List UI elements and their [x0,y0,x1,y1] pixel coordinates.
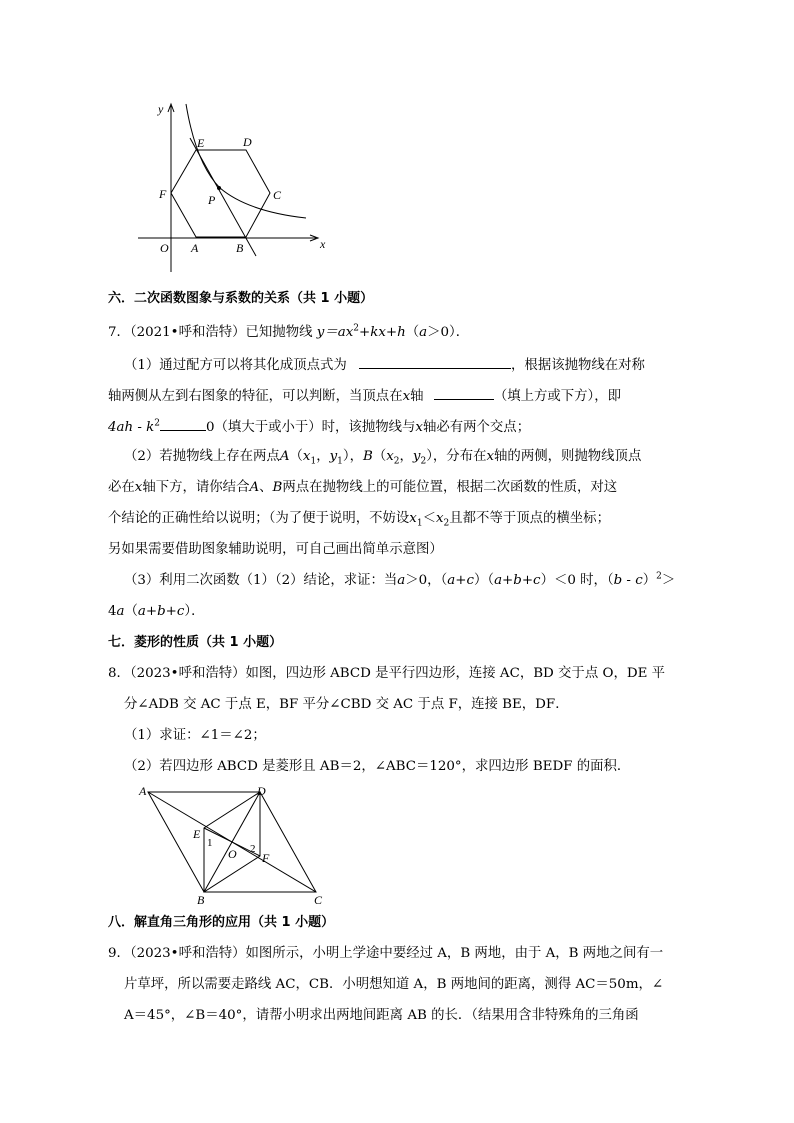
q9-line-3: A＝45°，∠B＝40°，请帮小明求出两地间距离 AB 的长．（结果用含非特殊角的三角函 [124,1008,639,1023]
fig1-label-P: P [208,193,216,207]
fig1-label-x: x [320,237,326,251]
fig2-label-A: A [139,784,147,798]
fig2-label-O: O [228,847,237,861]
q7-part1-line-2: 轴两侧从左到右图象的特征，可以判断，当顶点在x轴 （填上方或下方），即 [108,386,621,406]
q8-part2: （2）若四边形 ABCD 是菱形且 AB＝2，∠ABC＝120°，求四边形 BEDF 的面积． [124,759,631,774]
fig2-label-1: 1 [207,837,213,849]
q9-line-2: 片草坪，所以需要走路线 AC，CB．小明想知道 A，B 两地间的距离，测得 AC＝50m，∠ [124,977,664,992]
fig1-label-E: E [197,136,205,150]
fig1-label-y: y [158,102,164,116]
q7-part2-line-2: 必在x轴下方，请你结合A、B两点在抛物线上的可能位置，根据二次函数的性质，对这 [108,480,618,495]
fig2-label-D: D [257,784,266,798]
q8-part1: （1）求证：∠1＝∠2； [124,728,266,743]
section-7-title: 七．菱形的性质（共 1 小题） [108,635,283,650]
q7-part2-line-3: 个结论的正确性给以说明；（为了便于说明，不妨设$x_1<x_2$且都不等于顶点的横坐标； [108,511,610,529]
answer-blank-vertex-position[interactable] [434,386,494,400]
fig2-label-E: E [193,827,201,841]
fig2-label-F: F [262,851,270,865]
q8-line-1: 8．（2023•呼和浩特）如图，四边形 ABCD 是平行四边形，连接 AC，BD 交于点 O，DE 平 [108,666,665,681]
section-6-title: 六．二次函数图象与系数的关系（共 1 小题） [108,291,374,306]
fig1-label-C: C [273,188,282,202]
answer-blank-discriminant[interactable] [160,417,206,431]
answer-blank-vertex-form[interactable] [359,355,511,369]
q7-line-1: 7．（2021•呼和浩特）已知抛物线 $y=ax^2+kx+h(a>0)$． [108,323,470,340]
fig1-label-B: B [236,241,244,255]
q7-part3-line-1: （3）利用二次函数（1）（2）结论，求证：当a＞0，（a+c）（a+b+c）＜0 时，（b - c）$^2$＞ [124,571,676,588]
q8-line-2: 分∠ADB 交 AC 于点 E，BF 平分∠CBD 交 AC 于点 F，连接 BE，DF． [124,697,569,712]
fig2-label-B: B [197,893,205,906]
figure-rhombus-abcd [136,780,336,906]
fig1-label-D: D [243,135,252,149]
q7-part3-line-2: 4a（a+b+c）． [108,604,205,619]
q9-line-1: 9．（2023•呼和浩特）如图所示，小明上学途中要经过 A，B 两地，由于 A，B 两地之间有一 [108,946,664,961]
fig2-label-2: 2 [250,843,256,855]
q7-part2-line-4: 另如果需要借助图象辅助说明，可自己画出简单示意图） [108,542,443,557]
q7-part1-line-1: （1）通过配方可以将其化成顶点式为 ，根据该抛物线在对称 [124,355,645,375]
fig2-label-C: C [314,893,323,906]
q7-part1-line-3: $4ah - k^2$ 0（填大于或小于）时，该抛物线与x轴必有两个交点； [108,418,531,435]
fig1-label-F: F [159,187,167,201]
q7-part2-line-1: （2）若抛物线上存在两点$A(x_1$，$y_1$），$B(x_2$，$y_2$），分布在x轴的两侧，则抛物线顶点 [124,449,642,467]
fig1-label-A: A [191,241,199,255]
fig1-label-O: O [160,241,169,255]
figure-hexagon-hyperbola [130,98,340,280]
section-8-title: 八．解直角三角形的应用（共 1 小题） [108,915,335,930]
